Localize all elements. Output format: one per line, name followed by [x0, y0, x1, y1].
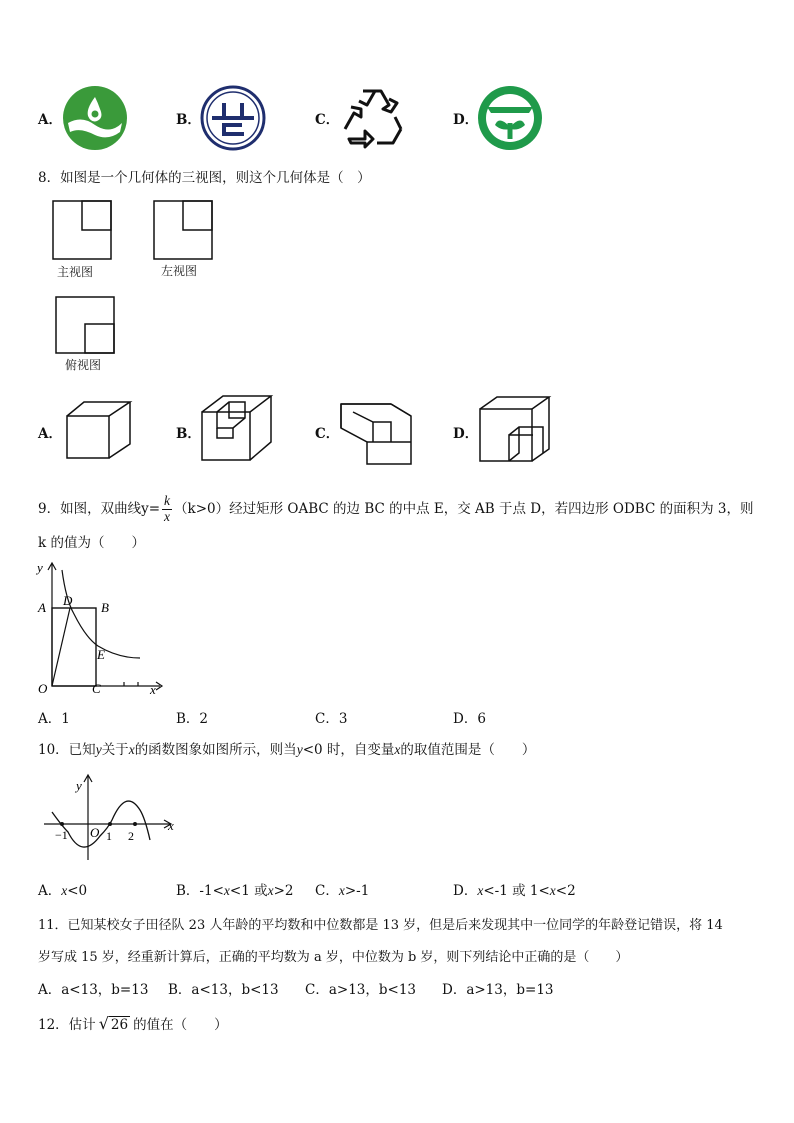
q10-option-b-var: x [223, 883, 230, 898]
q10-option-b-var2: x [267, 883, 274, 898]
q8-option-d-solid [479, 395, 553, 465]
q12-stem-post: 的值在（ ） [133, 1017, 228, 1033]
q10-var-y1: y [95, 742, 102, 757]
q10-stem-b: 关于 [101, 742, 129, 758]
q10-option-a-var: x [61, 883, 68, 898]
q9-frac-den: x [164, 508, 171, 524]
q9-label-e: E [97, 647, 105, 662]
q9-label-b: B [101, 600, 109, 615]
q10-option-a-pre: A． [38, 883, 62, 899]
q10-option-b-pre: B．-1< [176, 883, 224, 899]
q9-stem-line1 [38, 494, 753, 525]
q7-option-d-logo [477, 85, 543, 151]
q11-stem-line1: 11．已知某校女子田径队 23 人年龄的平均数和中位数都是 13 岁，但是后来发现其中一位同学的年龄登记错误，将 14 [38, 918, 723, 933]
q10-label-minus1: −1 [55, 828, 68, 842]
q10-label-o: O [90, 825, 100, 840]
q8-option-c-solid [339, 398, 413, 466]
q11-option-d: D．a>13，b=13 [442, 982, 554, 998]
q10-stem-d: <0 时，自变量 [302, 742, 395, 758]
q8-option-c-label: C． [315, 426, 340, 442]
q10-figure [42, 770, 182, 865]
q9-stem-post: （k>0）经过矩形 OABC 的边 BC 的中点 E，交 AB 于点 D，若四边形 ODBC 的面积为 3，则 [174, 500, 754, 517]
q10-option-d-pre: D． [453, 883, 478, 899]
q10-option-a-post: <0 [67, 883, 88, 899]
q10-option-d [453, 879, 576, 899]
q8-option-a-label: A． [38, 426, 62, 442]
q12-stem-pre: 12．估计 [38, 1017, 96, 1033]
q8-option-d-label: D． [453, 426, 479, 442]
q7-option-d-label: D． [453, 112, 479, 128]
q10-label-x: x [168, 818, 174, 833]
q8-front-view-caption: 主视图 [57, 265, 94, 279]
q9-frac-num: k [164, 493, 171, 508]
q9-rectangle-oabc [52, 608, 96, 686]
q10-option-b-mid: <1 或 [229, 883, 268, 899]
q8-left-view-caption: 左视图 [161, 264, 198, 278]
q10-stem-a: 10．已知 [38, 742, 96, 758]
q10-var-x2: x [394, 742, 401, 757]
q8-top-view-caption: 俯视图 [65, 358, 102, 372]
q10-stem-e: 的取值范围是（ ） [400, 742, 536, 758]
q11-option-b: B．a<13，b<13 [168, 982, 279, 998]
q10-point-2 [133, 822, 137, 826]
q10-option-c-post: >-1 [344, 883, 370, 899]
q7-option-b-logo [200, 85, 266, 151]
q9-stem-pre: 9．如图，双曲线 [38, 500, 142, 517]
q10-option-b-post: >2 [273, 883, 294, 899]
q9-func-lhs: y= [141, 500, 161, 517]
q9-option-a: A．1 [38, 711, 70, 727]
q10-var-y2: y [296, 742, 303, 757]
q11-stem-line2: 岁写成 15 岁，经重新计算后，正确的平均数为 a 岁，中位数为 b 岁，则下列结论中正确的是（ ） [38, 950, 629, 965]
q7-option-b-label: B． [176, 112, 201, 128]
q10-option-b [176, 879, 294, 899]
q11-option-a: A．a<13，b=13 [38, 982, 149, 998]
q10-option-c-var: x [338, 883, 345, 898]
q8-option-b-solid [201, 394, 273, 462]
q7-option-c-recycle-logo [339, 85, 405, 151]
q9-option-b: B．2 [176, 711, 209, 727]
q9-option-d: D．6 [453, 711, 486, 727]
q10-option-d-post: <2 [555, 883, 576, 899]
q9-label-c: C [92, 681, 101, 696]
q11-option-c: C．a>13，b<13 [305, 982, 416, 998]
q10-var-x1: x [128, 742, 135, 757]
q8-front-view-figure [52, 200, 112, 260]
q10-option-a [38, 879, 87, 899]
q12-stem [38, 1013, 228, 1033]
q7-option-c-label: C． [315, 112, 340, 128]
q8-stem: 8．如图是一个几何体的三视图，则这个几何体是（ ） [38, 170, 371, 186]
q10-option-c-pre: C． [315, 883, 339, 899]
q10-point-m1 [60, 822, 64, 826]
q12-radicand: 26 [110, 1017, 129, 1033]
q10-stem-c: 的函数图象如图所示，则当 [134, 742, 297, 758]
q9-label-o: O [38, 681, 48, 696]
q9-stem-line2: k 的值为（ ） [38, 535, 145, 551]
q9-option-c: C．3 [315, 711, 348, 727]
q10-option-c [315, 879, 369, 899]
q9-figure [34, 558, 169, 698]
q12-radical-sign: √ [98, 1014, 109, 1033]
q8-left-view-figure [153, 200, 213, 260]
q10-point-1 [108, 822, 112, 826]
q9-label-x: x [150, 682, 156, 697]
q7-option-a-logo [62, 85, 128, 151]
q10-stem [38, 738, 535, 758]
q9-label-y: y [37, 560, 43, 575]
q10-label-y: y [76, 778, 82, 793]
q10-label-1: 1 [106, 829, 112, 843]
q10-option-d-var: x [477, 883, 484, 898]
q8-top-view-figure [55, 296, 115, 354]
q9-label-a: A [38, 600, 46, 615]
q7-option-a-label: A． [38, 112, 62, 128]
q10-option-d-mid: <-1 或 1< [483, 883, 550, 899]
q8-option-b-label: B． [176, 426, 201, 442]
q12-sqrt [99, 1014, 130, 1033]
q9-fraction [162, 494, 172, 525]
q10-label-2: 2 [128, 829, 134, 843]
q8-option-a-cube [66, 400, 136, 460]
q9-segment-od [52, 608, 70, 686]
q10-option-d-var2: x [549, 883, 556, 898]
q9-label-d: D [63, 593, 73, 608]
